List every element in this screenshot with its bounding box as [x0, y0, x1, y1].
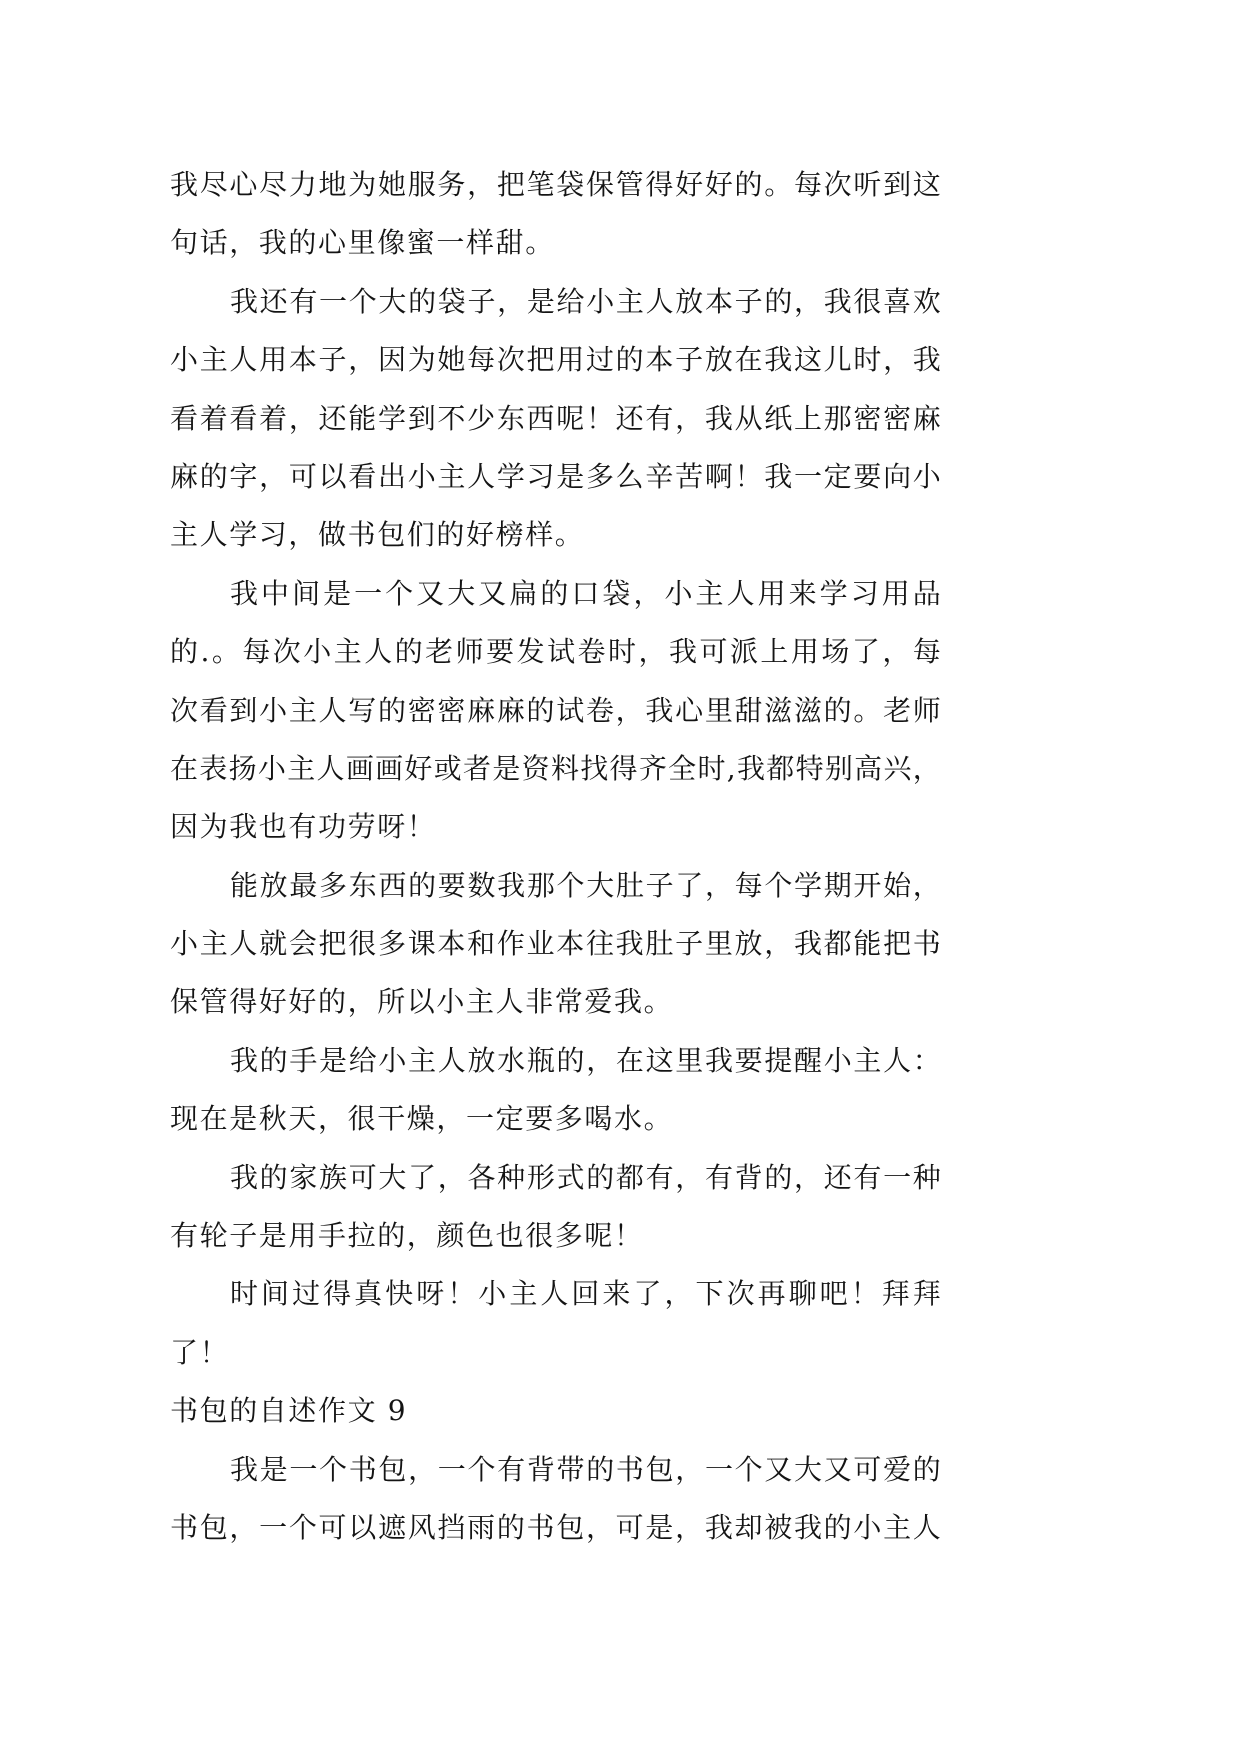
paragraph: [170, 273, 942, 565]
text-line: 时间过得真快呀！小主人回来了，下次再聊吧！拜拜: [230, 1277, 942, 1311]
paragraph: [170, 565, 942, 857]
essay-body: [170, 156, 942, 1557]
paragraph: [170, 857, 942, 1032]
paragraph: [170, 1441, 942, 1558]
text-line: 小主人就会把很多课本和作业本往我肚子里放，我都能把书: [170, 927, 942, 961]
text-line: 现在是秋天，很干燥，一定要多喝水。: [170, 1102, 674, 1136]
text-line: 次看到小主人写的密密麻麻的试卷，我心里甜滋滋的。老师: [170, 693, 942, 727]
text-line: 因为我也有功劳呀！: [170, 810, 437, 844]
text-line: 保管得好好的，所以小主人非常爱我。: [170, 985, 674, 1019]
text-line: 在表扬小主人画画好或者是资料找得齐全时,我都特别高兴，: [170, 751, 942, 785]
text-line: 我还有一个大的袋子，是给小主人放本子的，我很喜欢: [230, 284, 942, 318]
text-line: 看着看着，还能学到不少东西呢！还有，我从纸上那密密麻: [170, 401, 942, 435]
text-line: 我的手是给小主人放水瓶的，在这里我要提醒小主人：: [230, 1043, 942, 1077]
text-line: 我中间是一个又大又扁的口袋，小主人用来学习用品: [230, 576, 942, 610]
text-line: 的.。每次小主人的老师要发试卷时，我可派上用场了，每: [170, 635, 942, 669]
text-line: 麻的字，可以看出小主人学习是多么辛苦啊！我一定要向小: [170, 459, 942, 493]
text-line: 小主人用本子，因为她每次把用过的本子放在我这儿时，我: [170, 343, 942, 377]
paragraph: [170, 1265, 942, 1382]
text-line: 有轮子是用手拉的，颜色也很多呢！: [170, 1219, 644, 1253]
text-line: 了！: [170, 1335, 230, 1369]
paragraph: [170, 1032, 942, 1149]
section-heading: 书包的自述作文 9: [170, 1394, 408, 1428]
text-line: 我尽心尽力地为她服务，把笔袋保管得好好的。每次听到这: [170, 168, 942, 201]
text-line: 主人学习，做书包们的好榜样。: [170, 518, 585, 552]
text-line: 我是一个书包，一个有背带的书包，一个又大又可爱的: [230, 1452, 942, 1486]
text-line: 书包，一个可以遮风挡雨的书包，可是，我却被我的小主人: [170, 1510, 942, 1544]
text-line: 我的家族可大了，各种形式的都有，有背的，还有一种: [230, 1160, 942, 1194]
text-line: 能放最多东西的要数我那个大肚子了，每个学期开始，: [230, 868, 942, 902]
text-line: 句话，我的心里像蜜一样甜。: [170, 226, 555, 260]
paragraph: [170, 1149, 942, 1266]
paragraph-continued: [170, 156, 942, 273]
